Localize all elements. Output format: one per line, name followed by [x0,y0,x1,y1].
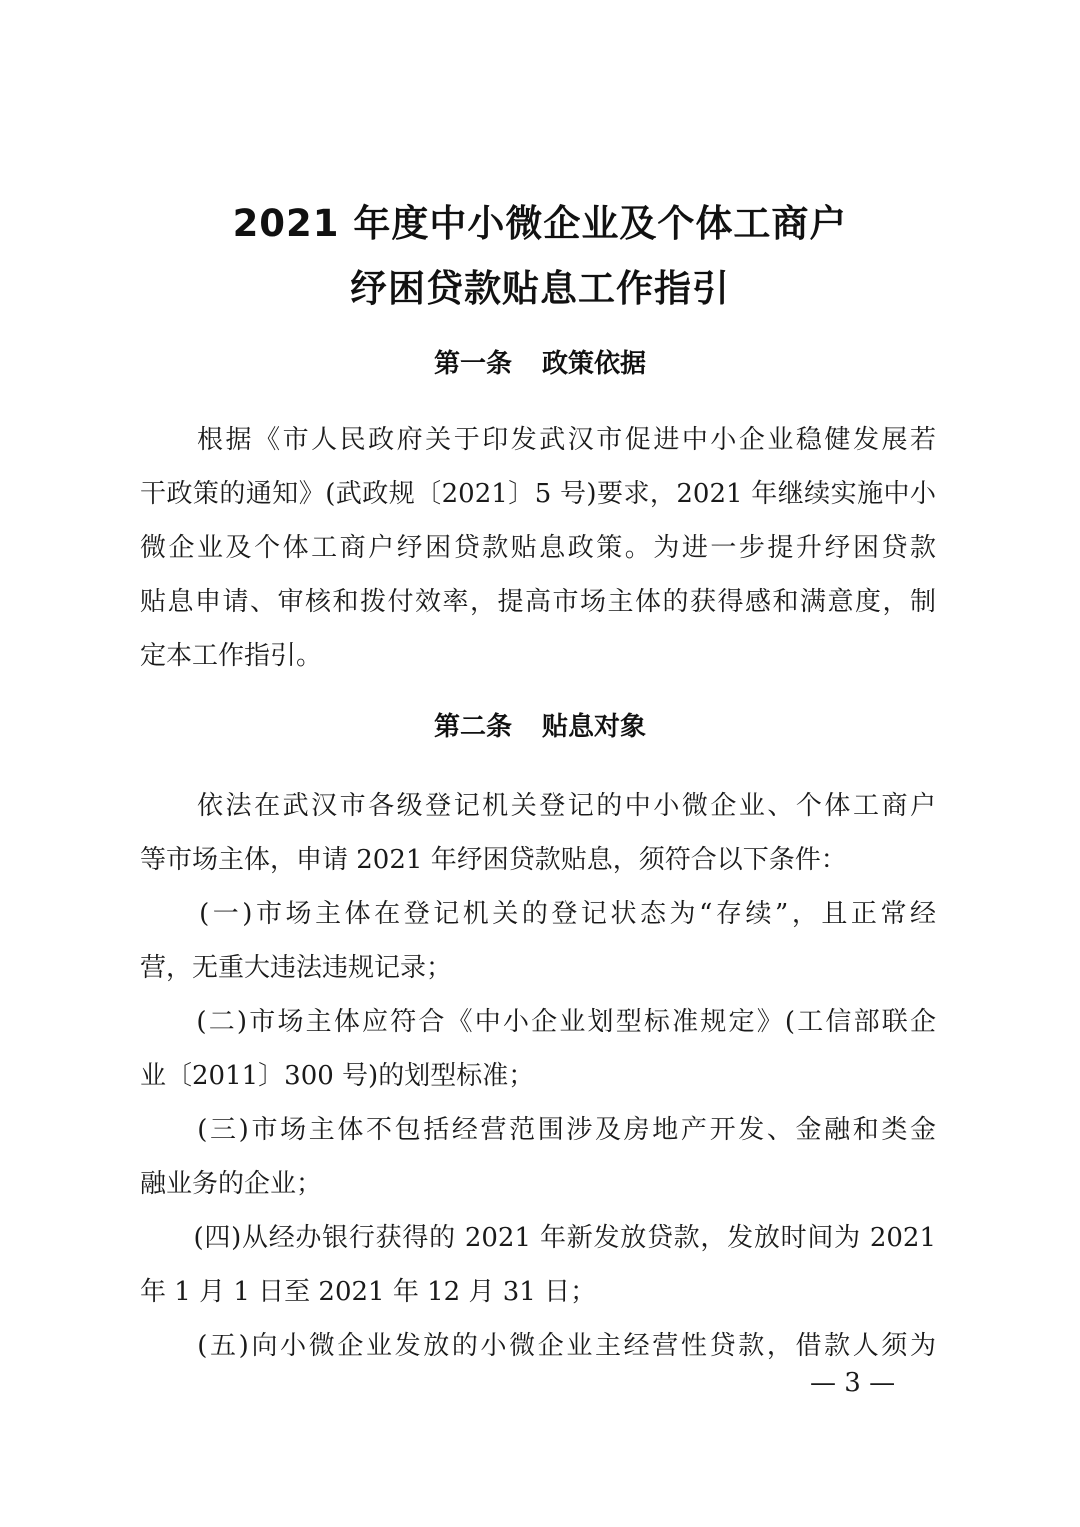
paragraph-line: (三)市场主体不包括经营范围涉及房地产开发、金融和类金 [140,1115,936,1145]
section-1-title: 政策依据 [542,349,647,379]
paragraph-line: 融业务的企业； [140,1169,323,1199]
paragraph-line: (一)市场主体在登记机关的登记状态为“存续”，且正常经 [140,899,936,929]
paragraph-line: 年 1 月 1 日至 2021 年 12 月 31 日； [140,1277,597,1307]
paragraph-line: 定本工作指引。 [140,641,323,671]
section-2-number: 第二条 [433,712,512,742]
paragraph-line: 等市场主体，申请 2021 年纾困贷款贴息，须符合以下条件： [140,845,847,875]
document-title-line-2: 纾困贷款贴息工作指引 [350,267,730,310]
section-1-heading [0,343,1080,380]
paragraph-line: 贴息申请、审核和拨付效率，提高市场主体的获得感和满意度，制 [140,587,936,617]
paragraph-line: (四)从经办银行获得的 2021 年新发放贷款，发放时间为 2021 [140,1223,936,1253]
section-2-heading [0,706,1080,743]
document-title-line-1: 2021 年度中小微企业及个体工商户 [232,202,848,245]
paragraph-line: (二)市场主体应符合《中小企业划型标准规定》(工信部联企 [140,1007,936,1037]
section-1-number: 第一条 [433,349,512,379]
paragraph-line: 根据《市人民政府关于印发武汉市促进中小企业稳健发展若 [140,425,936,455]
section-2-title: 贴息对象 [542,712,647,742]
paragraph-line: 微企业及个体工商户纾困贷款贴息政策。为进一步提升纾困贷款 [140,533,936,563]
page-number: — 3 — [810,1368,896,1398]
paragraph-line: (五)向小微企业发放的小微企业主经营性贷款，借款人须为 [140,1331,936,1361]
paragraph-line: 依法在武汉市各级登记机关登记的中小微企业、个体工商户 [140,791,936,821]
paragraph-line: 营，无重大违法违规记录； [140,953,453,983]
paragraph-line: 干政策的通知》(武政规〔2021〕5 号)要求，2021 年继续实施中小 [140,479,936,509]
paragraph-line: 业〔2011〕300 号)的划型标准； [140,1061,535,1091]
